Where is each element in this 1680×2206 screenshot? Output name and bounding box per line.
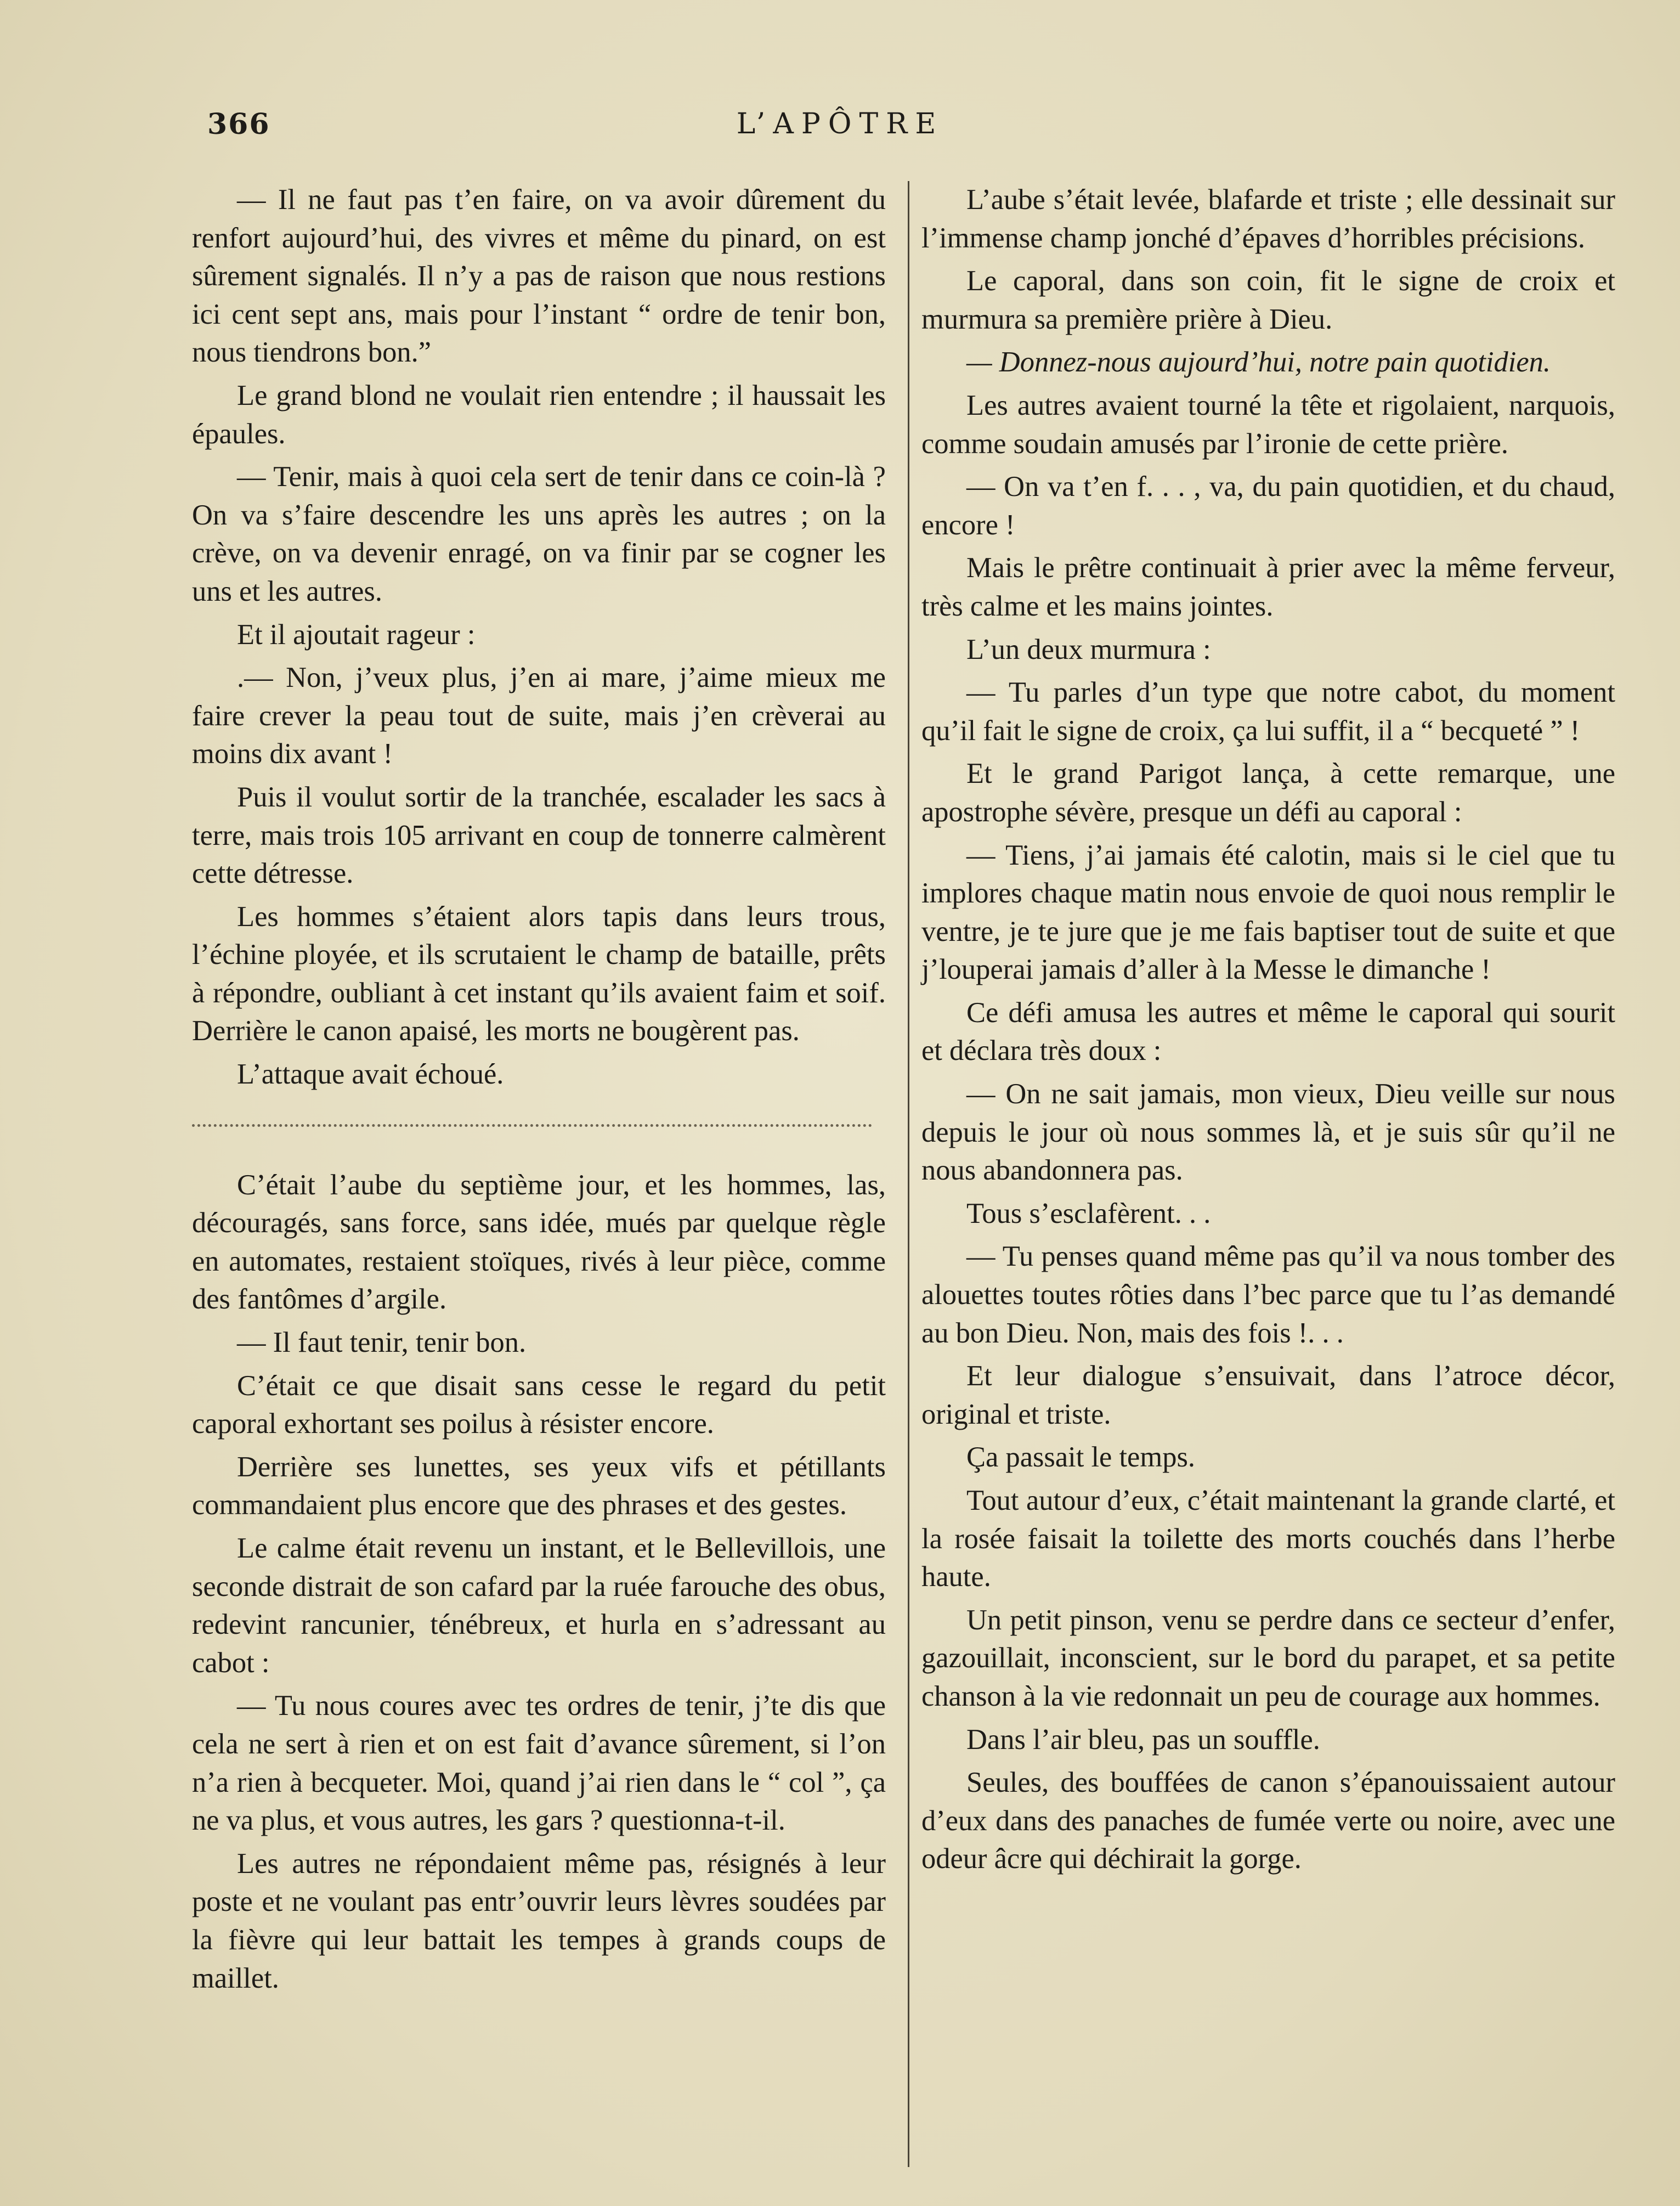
paragraph: Et il ajoutait rageur : bbox=[237, 618, 476, 651]
paragraph: — Il ne faut pas t’en faire, on va avoir dûrement du renfort aujourd’hui, des vivres et même du pinard, on est sûrement signalés. Il n’y a pas de raison que nous restions ici cent sept ans, mais pour l’instant “ ordre de tenir bon, nous tiendrons bon.” bbox=[192, 184, 886, 369]
page-number: 366 bbox=[207, 108, 270, 141]
paragraph: Ce défi amusa les autres et même le caporal qui sourit et déclara très doux : bbox=[921, 996, 1615, 1067]
italic-text: — Donnez-nous aujourd’hui, notre pain quotidien. bbox=[966, 346, 1551, 379]
paragraph: Un petit pinson, venu se perdre dans ce secteur d’enfer, gazouillait, inconscient, sur le bord du parapet, et sa petite chanson à la vie redonnait un peu de courage aux hommes. bbox=[921, 1604, 1615, 1712]
paragraph: Tous s’esclafèrent. . . bbox=[966, 1197, 1211, 1229]
paragraph: Les autres avaient tourné la tête et rigolaient, narquois, comme soudain amusés par l’ironie de cette prière. bbox=[921, 389, 1615, 460]
paragraph: Mais le prêtre continuait à prier avec la même ferveur, très calme et les mains jointes. bbox=[921, 552, 1615, 622]
section-separator-dots bbox=[192, 1086, 872, 1127]
paragraph: Et leur dialogue s’ensuivait, dans l’atroce décor, original et triste. bbox=[921, 1360, 1615, 1430]
paragraph: C’était ce que disait sans cesse le regard du petit caporal exhortant ses poilus à résister encore. bbox=[192, 1369, 886, 1440]
paragraph: — On va t’en f. . . , va, du pain quotidien, et du chaud, encore ! bbox=[921, 471, 1615, 541]
paragraph: Les autres ne répondaient même pas, résignés à leur poste et ne voulant pas entr’ouvrir leurs lèvres soudées par la fièvre qui leur battait les tempes à grands coups de maillet. bbox=[192, 1847, 886, 1994]
paragraph: L’un deux murmura : bbox=[966, 633, 1211, 665]
paragraph: Puis il voulut sortir de la tranchée, escalader les sacs à terre, mais trois 105 arrivant en coup de tonnerre calmèrent cette détresse. bbox=[192, 781, 886, 890]
paragraph: — Tiens, j’ai jamais été calotin, mais si le ciel que tu implores chaque matin nous envoie de quoi nous remplir le ventre, je te jure que je me fais baptiser tout de suite et que j’louperai jamais d’aller à la Messe le dimanche ! bbox=[921, 839, 1615, 986]
paragraph: Le calme était revenu un instant, et le Bellevillois, une seconde distrait de son cafard par la ruée farouche des obus, redevint rancunier, ténébreux, et hurla en s’adressant au cabot : bbox=[192, 1532, 886, 1679]
column-divider bbox=[908, 181, 909, 2167]
paragraph: Et le grand Parigot lança, à cette remarque, une apostrophe sévère, presque un défi au caporal : bbox=[921, 758, 1615, 828]
paragraph: — Tenir, mais à quoi cela sert de tenir dans ce coin-là ? On va s’faire descendre les uns après les autres ; on la crève, on va devenir enragé, on va finir par se cogner les uns et les autres. bbox=[192, 461, 886, 607]
paragraph: C’était l’aube du septième jour, et les hommes, las, découragés, sans force, sans idée, mués par quelque règle en automates, restaient stoïques, rivés à leur pièce, comme des fantômes d’argile. bbox=[192, 1169, 886, 1316]
paragraph: .— Non, j’veux plus, j’en ai mare, j’aime mieux me faire crever la peau tout de suite, mais j’en crèverai au moins dix avant ! bbox=[192, 662, 886, 770]
paragraph: Derrière ses lunettes, ses yeux vifs et pétillants commandaient plus encore que des phrases et des gestes. bbox=[192, 1451, 886, 1521]
page-header bbox=[0, 108, 1680, 151]
paragraph: — On ne sait jamais, mon vieux, Dieu veille sur nous depuis le jour où nous sommes là, et je suis sûr qu’il ne nous abandonnera pas. bbox=[921, 1078, 1615, 1187]
paragraph: Dans l’air bleu, pas un souffle. bbox=[966, 1723, 1320, 1756]
left-column bbox=[192, 181, 886, 2002]
running-title: L’APÔTRE bbox=[736, 108, 944, 140]
paragraph: Ça passait le temps. bbox=[966, 1441, 1196, 1474]
paragraph: — Tu nous coures avec tes ordres de tenir, j’te dis que cela ne sert à rien et on est fait d’avance sûrement, si l’on n’a rien à becqueter. Moi, quand j’ai rien dans le “ col ”, ça ne va plus, et vous autres, les gars ? questionna-t-il. bbox=[192, 1690, 886, 1837]
paragraph-italic-prayer bbox=[921, 343, 1615, 382]
paragraph: Le grand blond ne voulait rien entendre ; il haussait les épaules. bbox=[192, 379, 886, 450]
paragraph: — Tu penses quand même pas qu’il va nous tomber des alouettes toutes rôties dans l’bec parce que tu l’as demandé au bon Dieu. Non, mais des fois !. . . bbox=[921, 1240, 1615, 1349]
paragraph: L’aube s’était levée, blafarde et triste ; elle dessinait sur l’immense champ jonché d’épaves d’horribles précisions. bbox=[921, 184, 1615, 254]
paragraph: Le caporal, dans son coin, fit le signe de croix et murmura sa première prière à Dieu. bbox=[921, 265, 1615, 335]
right-column bbox=[921, 181, 1615, 1883]
paragraph: Les hommes s’étaient alors tapis dans leurs trous, l’échine ployée, et ils scrutaient le champ de bataille, prêts à répondre, oubliant à cet instant qu’ils avaient faim et soif. Derrière le canon apaisé, les morts ne bougèrent pas. bbox=[192, 900, 886, 1047]
paragraph: L’attaque avait échoué. bbox=[237, 1058, 504, 1091]
paragraph: Tout autour d’eux, c’était maintenant la grande clarté, et la rosée faisait la toilette des morts couchés dans l’herbe haute. bbox=[921, 1485, 1615, 1593]
paragraph: — Tu parles d’un type que notre cabot, du moment qu’il fait le signe de croix, ça lui suffit, il a “ becqueté ” ! bbox=[921, 676, 1615, 747]
paragraph: Seules, des bouffées de canon s’épanouissaient autour d’eux dans des panaches de fumée verte ou noire, avec une odeur âcre qui déchirait la gorge. bbox=[921, 1767, 1615, 1875]
paragraph: — Il faut tenir, tenir bon. bbox=[237, 1327, 527, 1359]
